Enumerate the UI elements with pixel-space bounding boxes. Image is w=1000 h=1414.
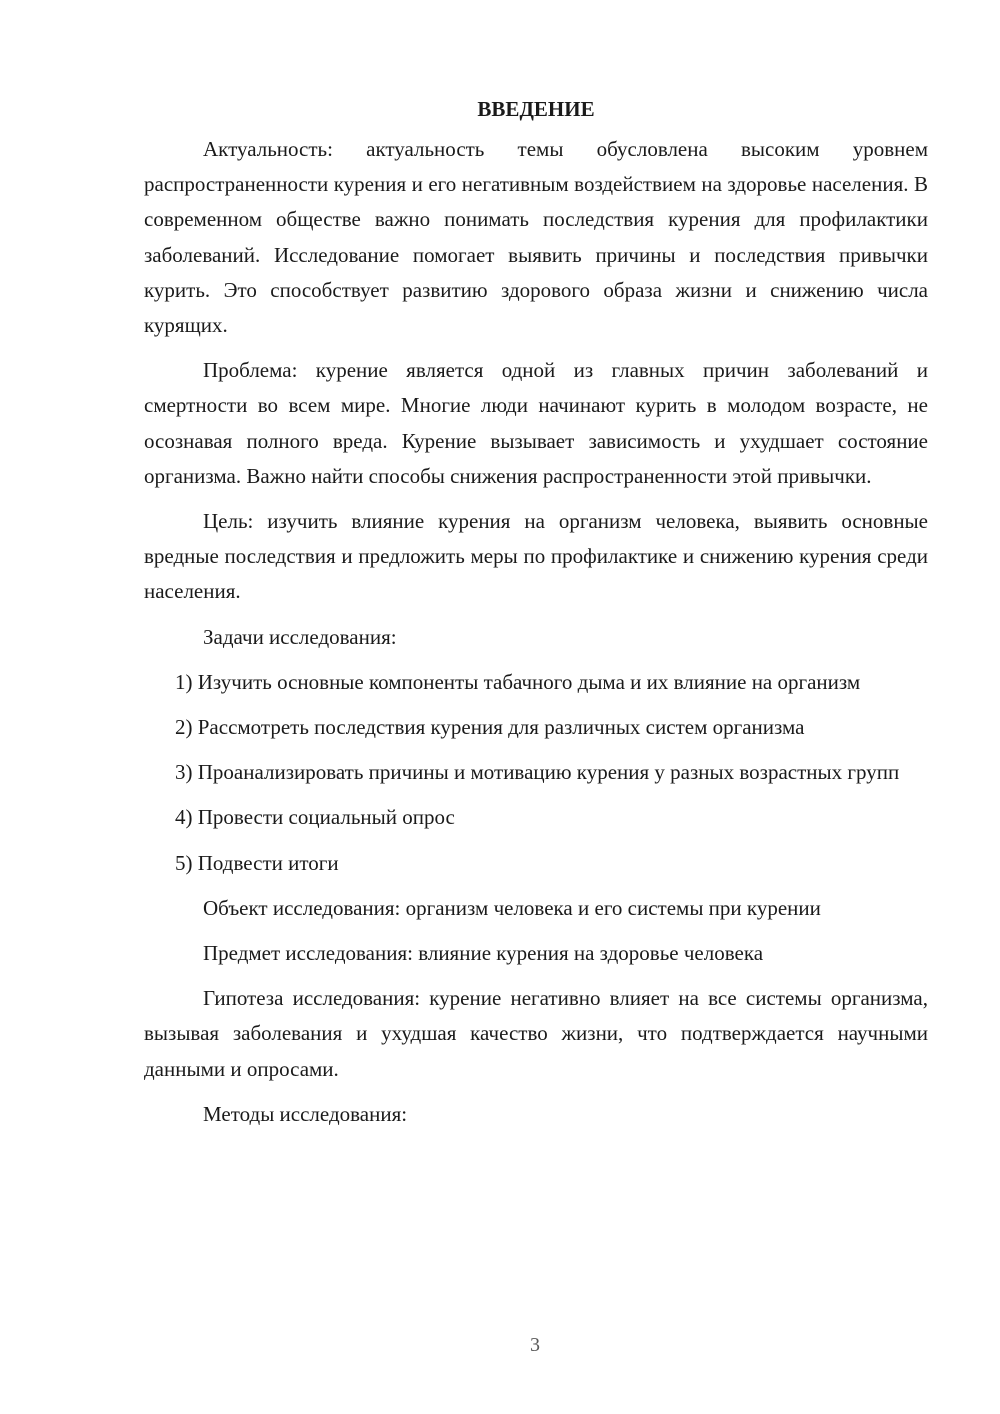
object-paragraph: Объект исследования: организм человека и его системы при курении <box>203 895 821 920</box>
problem-paragraph: Проблема: курение является одной из главных причин заболеваний и смертности во всем мире. Многие люди начинают курить в молодом возрасте, не осознавая полного вреда. Курение вызывает зависимость и ухудшает состояние организма. Важно найти способы снижения распространенности этой привычки. <box>144 358 928 488</box>
document-page <box>144 92 928 1132</box>
section-title: ВВЕДЕНИЕ <box>477 97 595 121</box>
task-item-3: 3) Проанализировать причины и мотивацию курения у разных возрастных групп <box>175 760 900 785</box>
task-item-2: 2) Рассмотреть последствия курения для различных систем организма <box>175 715 805 740</box>
goal-paragraph: Цель: изучить влияние курения на организм человека, выявить основные вредные последствия и предложить меры по профилактике и снижению курения среди населения. <box>144 509 928 604</box>
task-item-1: 1) Изучить основные компоненты табачного дыма и их влияние на организм <box>175 669 861 694</box>
task-item-4: 4) Провести социальный опрос <box>175 805 455 830</box>
page-number: 3 <box>530 1334 540 1356</box>
relevance-paragraph: Актуальность: актуальность темы обусловлена высоким уровнем распространенности курения и его негативным воздействием на здоровье населения. В современном обществе важно понимать последствия курения для профилактики заболеваний. Исследование помогает выявить причины и последствия привычки курить. Это способствует развитию здорового образа жизни и снижению числа курящих. <box>144 137 928 338</box>
task-item-5: 5) Подвести итоги <box>175 850 339 875</box>
methods-heading: Методы исследования: <box>203 1101 408 1126</box>
hypothesis-paragraph: Гипотеза исследования: курение негативно влияет на все системы организма, вызывая заболевания и ухудшая качество жизни, что подтверждается научными данными и опросами. <box>144 986 928 1081</box>
tasks-heading: Задачи исследования: <box>203 624 397 649</box>
subject-paragraph: Предмет исследования: влияние курения на здоровье человека <box>203 941 764 966</box>
